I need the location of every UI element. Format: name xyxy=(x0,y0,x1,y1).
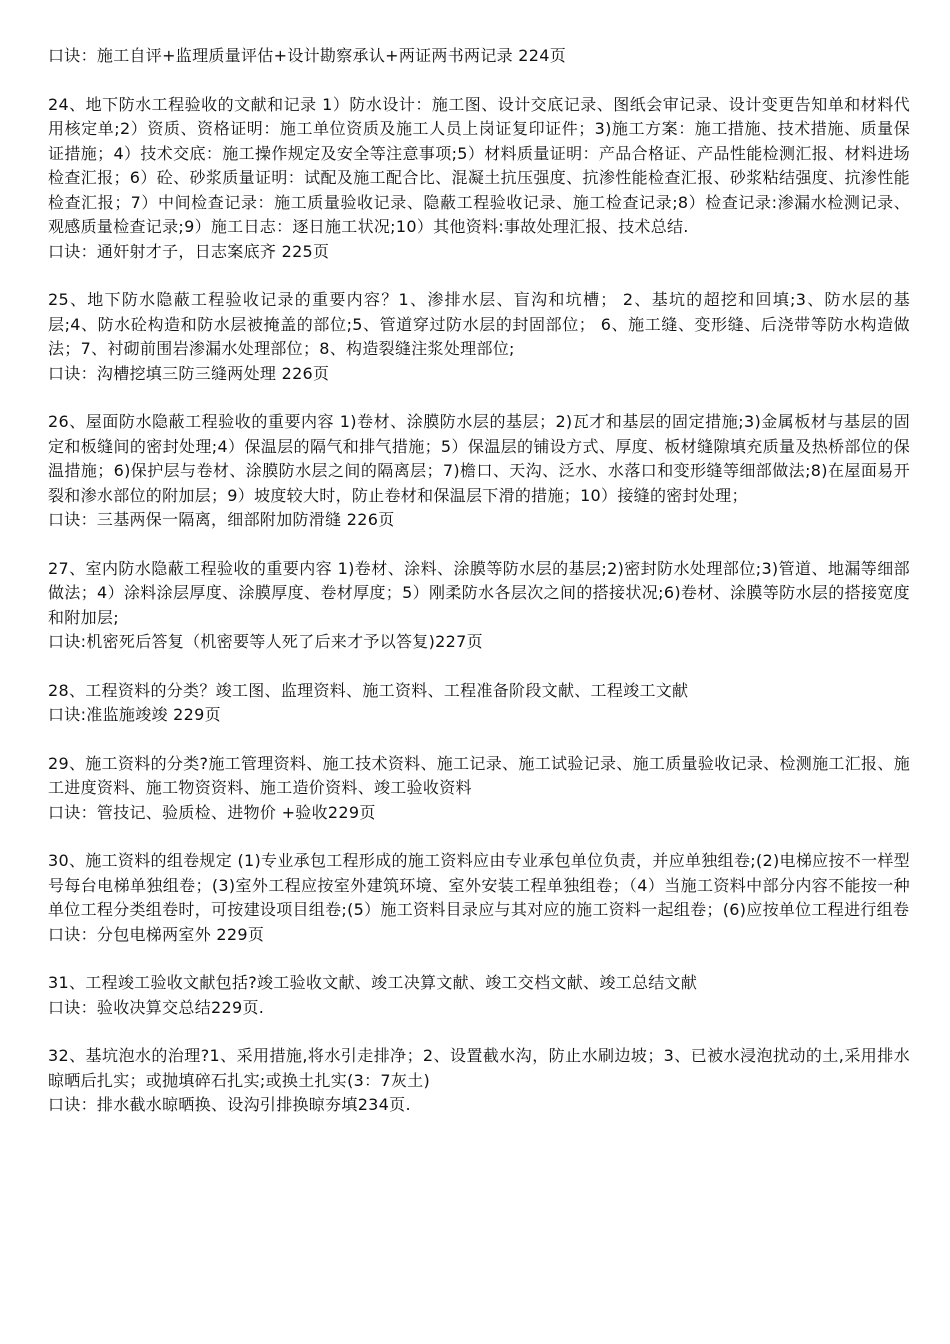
section-gap xyxy=(48,655,910,679)
section-gap xyxy=(48,386,910,410)
section-gap xyxy=(48,1020,910,1044)
section-mnemonic: 口诀：分包电梯两室外 229页 xyxy=(48,924,265,944)
section-mnemonic: 口诀:准监施竣竣 229页 xyxy=(48,705,221,724)
section-31 xyxy=(48,971,910,1020)
section-27 xyxy=(48,557,910,655)
section-body: 25、地下防水隐蔽工程验收记录的重要内容？1、渗排水层、盲沟和坑槽； 2、基坑的超挖和回填;3、防水层的基层;4、防水砼构造和防水层被掩盖的部位;5、管道穿过防水层的封固部位； 6、施工缝、变形缝、后浇带等防水构造做法；7、衬砌前围岩渗漏水处理部位；8、构造裂缝注浆处理部位; xyxy=(48,290,910,358)
section-mnemonic: 口诀：三基两保一隔离，细部附加防滑缝 226页 xyxy=(48,510,395,529)
section-body: 32、基坑泡水的治理?1、采用措施,将水引走排净；2、设置截水沟，防止水刷边坡；3、已被水浸泡扰动的土,采用排水晾晒后扎实；或抛填碎石扎实;或换土扎实(3：7灰土) xyxy=(48,1046,910,1090)
section-mnemonic: 口诀：沟槽挖填三防三缝两处理 226页 xyxy=(48,363,330,383)
section-mnemonic: 口诀：通奸射才子，日志案底齐 225页 xyxy=(48,241,330,261)
section-32 xyxy=(48,1044,910,1118)
section-29 xyxy=(48,752,910,826)
section-mnemonic: 口诀：排水截水晾晒换、设沟引排换晾夯填234页. xyxy=(48,1095,411,1114)
section-body: 26、屋面防水隐蔽工程验收的重要内容 1)卷材、涂膜防水层的基层；2)瓦才和基层的固定措施;3)金属板材与基层的固定和板缝间的密封处理;4）保温层的隔气和排气措施；5）保温层的铺设方式、厚度、板材缝隙填充质量及热桥部位的保温措施；6)保护层与卷材、涂膜防水层之间的隔离层；7)檐口、天沟、泛水、水落口和变形缝等细部做法;8)在屋面易开裂和渗水部位的附加层；9）坡度较大时，防止卷材和保温层下滑的措施；10）接缝的密封处理； xyxy=(48,412,910,505)
intro-mnemonic: 口诀：施工自评+监理质量评估+设计勘察承认+两证两书两记录 224页 xyxy=(48,46,567,65)
section-body: 30、施工资料的组卷规定 (1)专业承包工程形成的施工资料应由专业承包单位负责，并应单独组卷;(2)电梯应按不一样型号每台电梯单独组卷；(3)室外工程应按室外建筑环境、室外安装工程单独组卷；（4）当施工资料中部分内容不能按一种单位工程分类组卷时，可按建设项目组卷;(5）施工资料目录应与其对应的施工资料一起组卷；(6)应按单位工程进行组卷 xyxy=(48,851,910,919)
section-30 xyxy=(48,849,910,947)
section-26 xyxy=(48,410,910,533)
section-body: 27、室内防水隐蔽工程验收的重要内容 1)卷材、涂料、涂膜等防水层的基层;2)密封防水处理部位;3)管道、地漏等细部做法；4）涂料涂层厚度、涂膜厚度、卷材厚度；5）刚柔防水各层次之间的搭接状况;6)卷材、涂膜等防水层的搭接宽度和附加层; xyxy=(48,558,910,627)
section-25 xyxy=(48,288,910,386)
section-gap xyxy=(48,728,910,752)
section-gap xyxy=(48,264,910,288)
section-24 xyxy=(48,93,910,265)
section-mnemonic: 口诀:机密死后答复（机密要等人死了后来才予以答复)227页 xyxy=(48,632,483,651)
section-gap xyxy=(48,69,910,93)
section-gap xyxy=(48,533,910,557)
section-gap xyxy=(48,825,910,849)
intro-block xyxy=(48,44,910,69)
section-body: 24、地下防水工程验收的文献和记录 1）防水设计：施工图、设计交底记录、图纸会审记录、设计变更告知单和材料代用核定单;2）资质、资格证明：施工单位资质及施工人员上岗证复印证件；3)施工方案：施工措施、技术措施、质量保证措施；4）技术交底：施工操作规定及安全等注意事项;5）材料质量证明：产品合格证、产品性能检测汇报、材料进场检查汇报；6）砼、砂浆质量证明：试配及施工配合比、混凝土抗压强度、抗渗性能检查汇报、砂浆粘结强度、抗渗性能检查汇报；7）中间检查记录：施工质量验收记录、隐蔽工程验收记录、施工检查记录;8）检查记录:渗漏水检测记录、观感质量检查记录;9）施工日志：逐日施工状况;10）其他资料:事故处理汇报、技术总结. xyxy=(48,94,910,236)
section-body: 28、工程资料的分类？竣工图、监理资料、施工资料、工程准备阶段文献、工程竣工文献 xyxy=(48,680,689,700)
section-mnemonic: 口诀：验收决算交总结229页. xyxy=(48,997,265,1017)
document-page xyxy=(48,44,910,1118)
section-body: 31、工程竣工验收文献包括?竣工验收文献、竣工决算文献、竣工交档文献、竣工总结文献 xyxy=(48,973,698,992)
section-mnemonic: 口诀：管技记、验质检、进物价 +验收229页 xyxy=(48,802,376,822)
section-body: 29、施工资料的分类?施工管理资料、施工技术资料、施工记录、施工试验记录、施工质量验收记录、检测施工汇报、施工进度资料、施工物资资料、施工造价资料、竣工验收资料 xyxy=(48,753,910,797)
section-gap xyxy=(48,947,910,971)
section-28 xyxy=(48,679,910,728)
